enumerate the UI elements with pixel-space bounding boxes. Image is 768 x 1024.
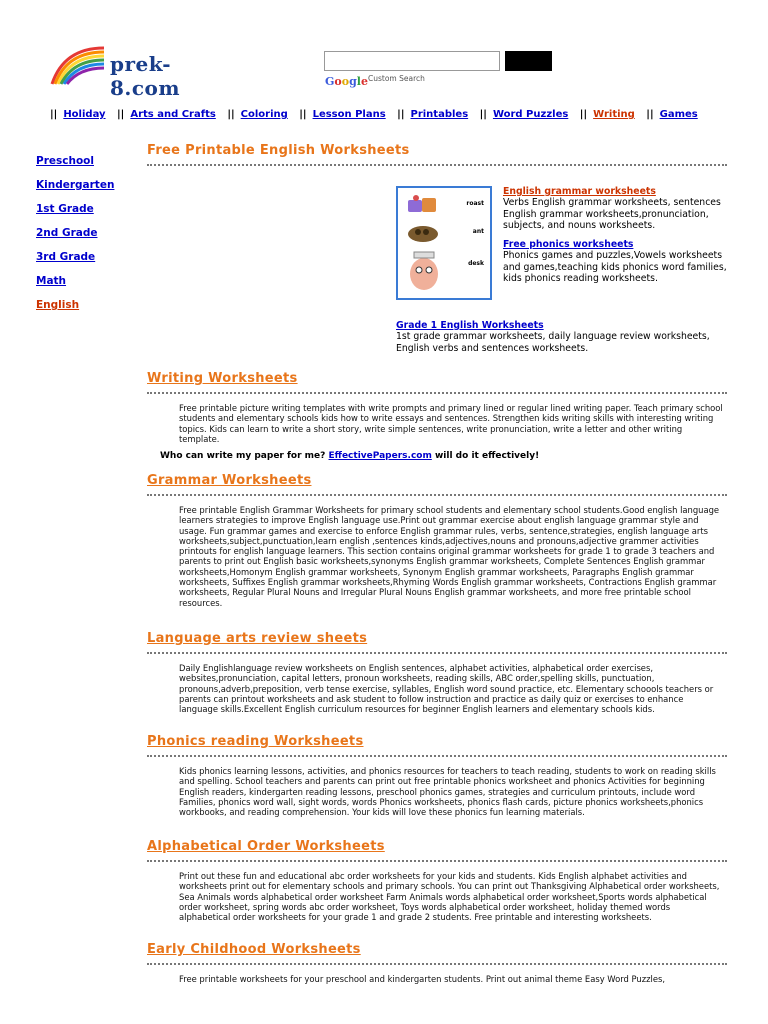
sidebar-item-3rd-grade[interactable]: 3rd Grade [36,251,96,263]
free-phonics-link[interactable]: Free phonics worksheets [503,239,634,251]
section-body-language-arts: Daily Englishlanguage review worksheets on English sentences, alphabet activities, alphabetical order exercises, websites,pronunciation, capital letters, pronoun worksheets, reading skills, ABC order,spelling skills, punctuation, pronouns,adverb,preposition, verb tense exercise, syllables, English word sound practice, etc. Elementary schoools teachers or parents can printout worksheets and ask student to follow instruction and practice as daily quiz or exercises to enhance language skills.Excellent English curriculum resources for beginner English learners and elementary schools kids. [179,663,714,715]
sidebar-item-2nd-grade[interactable]: 2nd Grade [36,227,98,239]
promo-text-before: Who can write my paper for me? [160,451,326,461]
divider [147,652,727,654]
section-writing [147,371,727,444]
section-body-writing: Free printable picture writing templates with write prompts and primary lined or regular lined writing paper. Teach primary school students and elementary schools kids how to write essays and sentences. Strengthen kids writing skills with interesting writing topics. Kids can learn to write a short story, write simple sentences, write pronunciation, write a letter and other writing template. [179,403,723,444]
promo-text-after: will do it effectively! [434,451,540,461]
english-grammar-desc: Verbs English grammar worksheets, sentences English grammar worksheets,pronunciation, subjects, and nouns worksheets. [503,197,721,231]
section-title-early-childhood[interactable]: Early Childhood Worksheets [147,942,361,957]
nav-holiday[interactable]: Holiday [63,109,106,120]
section-body-early-childhood: Free printable worksheets for your preschool and kindergarten students. Print out animal theme Easy Word Puzzles, [179,974,666,984]
english-grammar-link[interactable]: English grammar worksheets [503,186,656,197]
rainbow-logo-icon [48,44,108,88]
grade1-link[interactable]: Grade 1 English Worksheets [396,320,544,331]
nav-games[interactable]: Games [659,109,698,120]
section-language-arts [147,631,727,714]
grade-sidebar [36,153,114,321]
section-alphabetical-order [147,839,727,922]
custom-search-caption: Custom Search [367,74,425,83]
google-logo: Google [325,75,368,88]
sidebar-item-math[interactable]: Math [36,275,67,287]
sidebar-item-english[interactable]: English [36,299,80,311]
section-body-alphabetical-order: Print out these fun and educational abc order worksheets for your kids and students. Kids English alphabet activities and worksheets print out for elementary schools and primary schools. You can print out Thanksgiving Alphabetical order worksheets, Sea Animals words alphabetical order worksheet Farm Animals words alphabetical order worksheet,Sports words alphabetical order worksheet, spring words abc order worksheet, Toys words alphabetical order worksheet, holiday themed words alphabetical order worksheets for your grade 1 and grade 2 students. Free printable and interesting worksheets. [179,871,720,923]
section-body-grammar: Free printable English Grammar Worksheets for primary school students and elementary school students.Good english language learners strategies to improve English language use.Print out grammar exercise about english language grammar style and usage. Fun grammar games and exercise to enforce English grammar rules, verbs, sentence,strategies, english language arts worksheets,subject,punctuation,learn english ,sentences kinds,adjectives,nouns and pronouns,adjective grammer activities printouts for english language learners. This section contains original grammar worksheets for grade 1 to grade 3 teachers and parents to print out English basic worksheets,synonyms English grammar worksheets, Complete Sentences English grammar worksheets,Homonym English grammar worksheets, Synonym English grammar worksheets, Paragraphs English grammar worksheets, Suffixes English grammar worksheets,Rhyming Words English grammar worksheets, Contractions English grammar worksheets, Regular Plural Nouns and Irregular Plural Nouns English grammar worksheets, and more free printable school resources. [179,505,720,608]
image-label-desk: desk [468,260,484,267]
worksheet-preview-image[interactable] [396,186,492,300]
promo-line [160,451,539,461]
feature-links [503,186,733,284]
nav-printables[interactable]: Printables [410,109,469,120]
section-title-grammar[interactable]: Grammar Worksheets [147,473,312,488]
top-navigation: || Holiday || Arts and Crafts || Coloring || Lesson Plans || Printables || Word Puzzles || Writing || Games [50,109,698,120]
nav-coloring[interactable]: Coloring [240,109,288,120]
section-phonics [147,734,727,817]
section-grammar [147,473,727,608]
google-custom-search-label [325,74,425,88]
grade1-desc: 1st grade grammar worksheets, daily language review worksheets, English verbs and sentences worksheets. [396,331,710,354]
sidebar-item-kindergarten[interactable]: Kindergarten [36,179,115,191]
section-title-phonics[interactable]: Phonics reading Worksheets [147,734,364,749]
divider [147,860,727,862]
search-button[interactable] [505,51,552,71]
divider [147,494,727,496]
nav-writing[interactable]: Writing [593,109,635,120]
section-title-language-arts[interactable]: Language arts review sheets [147,631,368,646]
divider [147,963,727,965]
search-input[interactable] [324,51,500,71]
grade1-block [396,320,736,354]
ant-picture-icon [406,220,440,244]
desk-picture-icon [406,248,446,294]
divider [147,755,727,757]
image-label-roast: roast [466,200,484,207]
page-title: Free Printable English Worksheets [147,143,410,158]
nav-lesson-plans[interactable]: Lesson Plans [312,109,386,120]
promo-link[interactable]: EffectivePapers.com [328,451,432,461]
image-label-ant: ant [472,228,484,235]
divider [147,164,727,166]
nav-arts-and-crafts[interactable]: Arts and Crafts [130,109,216,120]
section-body-phonics: Kids phonics learning lessons, activities, and phonics resources for teachers to teach reading, students to work on reading skills and spelling. School teachers and parents can print out free printable phonics worksheet and phonics Activities for beginning English readers, kindergarten reading lessons, preschool phonics games, strategies and curriculum printouts, include word Families, phonics word wall, sight words, words Phonics worksheets, phonics flash cards, picture phonics worksheets,phonics workbooks, and reading comprehension. Your kids will love these phonics fun learning materials. [179,766,716,818]
sidebar-item-preschool[interactable]: Preschool [36,155,94,167]
section-title-writing[interactable]: Writing Worksheets [147,371,298,386]
divider [147,392,727,394]
logo-text: prek-8.com [110,52,181,100]
nav-word-puzzles[interactable]: Word Puzzles [492,109,569,120]
section-early-childhood [147,942,727,984]
free-phonics-desc: Phonics games and puzzles,Vowels worksheets and games,teaching kids phonics word families, kids phonics reading worksheets. [503,250,727,285]
site-logo[interactable] [48,44,228,100]
sidebar-item-1st-grade[interactable]: 1st Grade [36,203,94,215]
main-content [147,143,727,984]
section-title-alphabetical-order[interactable]: Alphabetical Order Worksheets [147,839,385,854]
roast-picture-icon [406,194,440,216]
